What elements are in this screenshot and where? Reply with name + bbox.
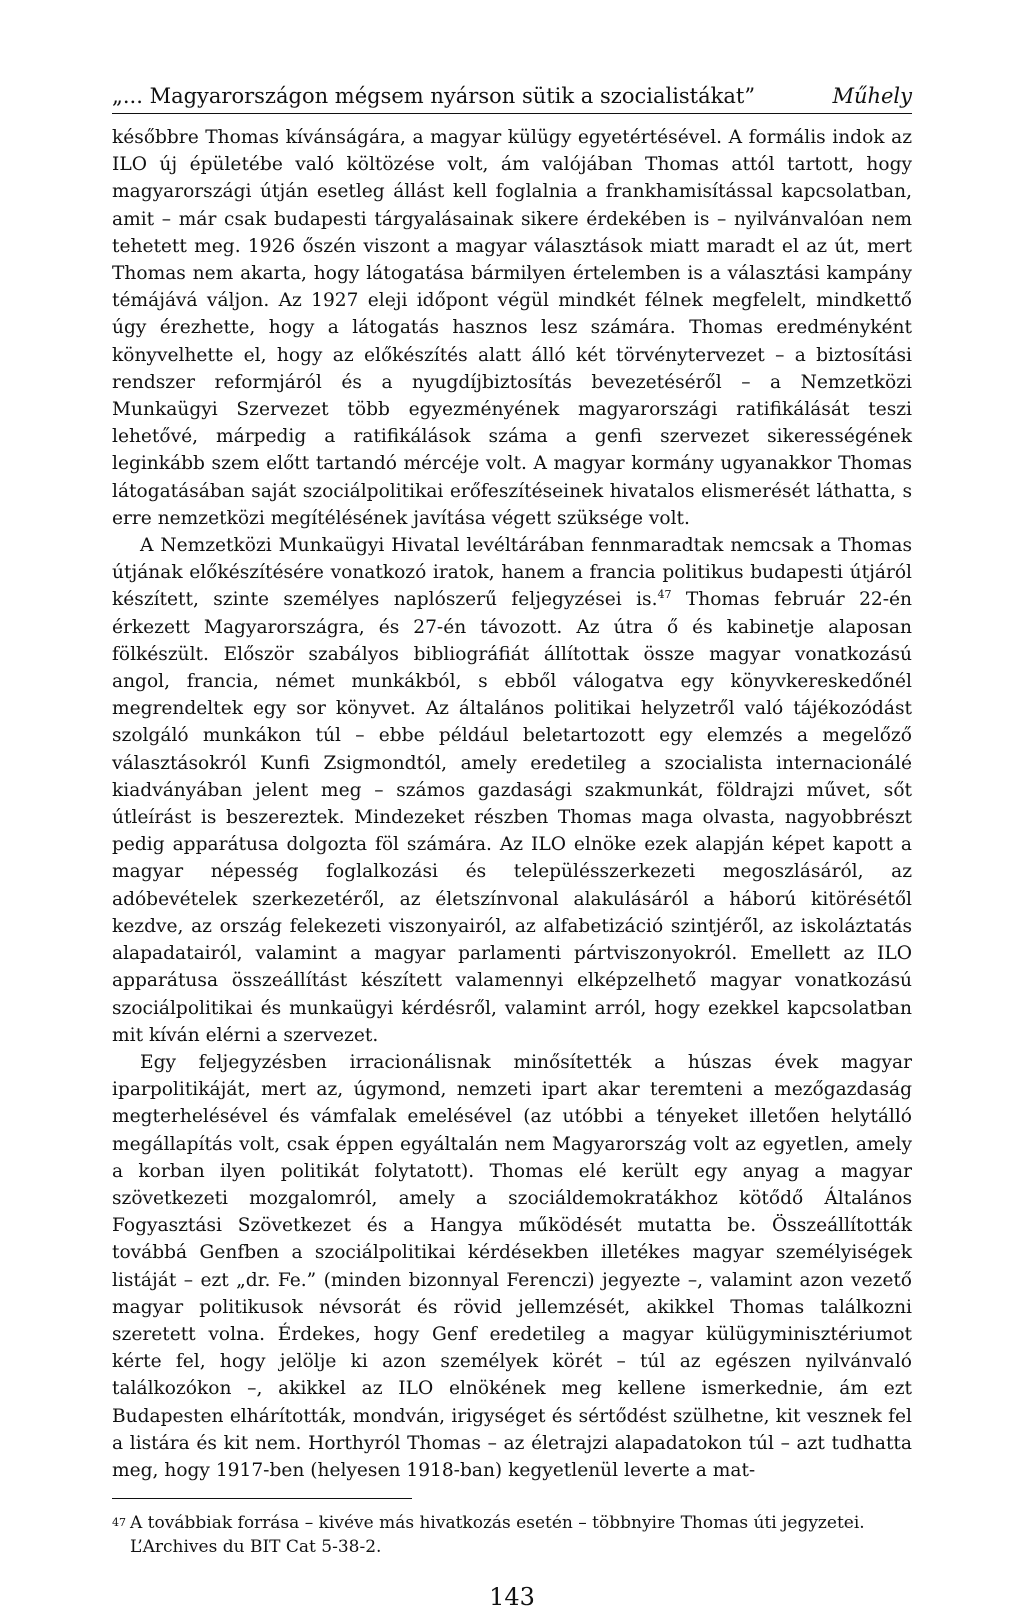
section-label: Műhely bbox=[832, 84, 912, 108]
footnote-reference: 47 bbox=[657, 588, 672, 602]
body-text bbox=[112, 124, 912, 1484]
paragraph-text: A Nemzetközi Munkaügyi Hivatal levéltárában fennmaradtak nemcsak a Thomas útjának előkészítésére vonatkozó iratok, hanem a francia politikus budapesti útjáról készített, szinte személyes naplószerű feljegyzései is. bbox=[112, 535, 912, 611]
footnote bbox=[112, 1511, 912, 1559]
page-number: 143 bbox=[489, 1583, 535, 1611]
page bbox=[112, 84, 912, 1611]
paragraph: Egy feljegyzésben irracionálisnak minősítették a húszas évek magyar iparpolitikáját, mert az, úgymond, nemzeti ipart akar teremteni a mezőgazdaság megterhelésével és vámfalak emelésével (az utóbbi a tényeket illetően helytálló megállapítás volt, csak éppen egyáltalán nem Magyarország volt az egyetlen, amely a korban ilyen politikát folytatott). Thomas elé került egy anyag a magyar szövetkezeti mozgalomról, amely a szociáldemokratákhoz kötődő Általános Fogyasztási Szövetkezet és a Hangya működését mutatta be. Összeállították továbbá Genfben a szociálpolitikai kérdésekben illetékes magyar személyiségek listáját – ezt „dr. Fe.” (minden bizonnyal Ferenczi) jegyezte –, valamint azon vezető magyar politikusok névsorát és rövid jellemzését, akikkel Thomas találkozni szeretett volna. Érdekes, hogy Genf eredetileg a magyar külügyminisztériumot kérte fel, hogy jelölje ki azon személyek körét – túl az egészen nyilvánvaló találkozókon –, akikkel az ILO elnökének meg kellene ismerkednie, ám ezt Budapesten elhárították, mondván, irigységet és sértődést szülhetne, kit vesznek fel a listára és kit nem. Horthyról Thomas – az életrajzi alapadatokon túl – azt tudhatta meg, hogy 1917-ben (helyesen 1918-ban) kegyetlenül leverte a mat- bbox=[112, 1051, 912, 1481]
paragraph-text: Thomas február 22-én érkezett Magyarországra, és 27-én távozott. Az útra ő és kabinetje alaposan fölkészült. Először szabályos bibliográfiát állítottak össze magyar vonatkozású angol, francia, német munkákból, s ebből válogatva egy könyvkereskedőnél megrendeltek egy sor könyvet. Az általános politikai helyzetről való tájékozódást szolgáló munkákon túl – ebbe például beletartozott egy elemzés a megelőző választásokról Kunfi Zsigmondtól, amely eredetileg a szocialista internacionálé kiadványában jelent meg – számos gazdasági szakmunkát, földrajzi művet, sőt útleírást is beszereztek. Mindezeket részben Thomas maga olvasta, nagyobbrészt pedig apparátusa dolgozta föl számára. Az ILO elnöke ezek alapján képet kapott a magyar népesség foglalkozási és településszerkezeti megoszlásáról, az adóbevételek szerkezetéről, az életszínvonal alakulásáról a háború kitörésétől kezdve, az ország felekezeti viszonyairól, az alfabetizáció szintjéről, az iskoláztatás alapadatairól, valamint a magyar parlamenti pártviszonyokról. Emellett az ILO apparátusa összeállítást készített valamennyi elképzelhető magyar vonatkozású szociálpolitikai és munkaügyi kérdésről, valamint arról, hogy ezekkel kapcsolatban mit kíván elérni a szervezet. bbox=[112, 589, 912, 1046]
paragraph bbox=[112, 532, 912, 1049]
footnote-divider bbox=[112, 1498, 412, 1499]
running-title: „... Magyarországon mégsem nyárson sütik a szocialistákat” bbox=[112, 84, 756, 108]
footnote-number: 47 bbox=[112, 1516, 126, 1530]
paragraph: későbbre Thomas kívánságára, a magyar külügy egyetértésével. A formális indok az ILO új épületébe való költözése volt, ám valójában Thomas attól tartott, hogy magyarországi útján esetleg állást kell foglalnia a frankhamisítással kapcsolatban, amit – már csak budapesti tárgyalásainak sikere érdekében is – nyilvánvalóan nem tehetett meg. 1926 őszén viszont a magyar választások miatt maradt el az út, mert Thomas nem akarta, hogy látogatása bármilyen értelemben is a választási kampány témájává váljon. Az 1927 eleji időpont végül mindkét félnek megfelelt, mindkettő úgy érezhette, hogy a látogatás hasznos lesz számára. Thomas eredményként könyvelhette el, hogy az előkészítés alatt álló két törvénytervezet – a biztosítási rendszer reformjáról és a nyugdíjbiztosítás bevezetéséről – a Nemzetközi Munkaügyi Szervezet több egyezményének magyarországi ratifikálását teszi lehetővé, márpedig a ratifikálások száma a genfi szervezet sikerességének leginkább szem előtt tartandó mércéje volt. A magyar kormány ugyanakkor Thomas látogatásában saját szociálpolitikai erőfeszítéseinek hivatalos elismerését láthatta, s erre nemzetközi megítélésének javítása végett szüksége volt. bbox=[112, 127, 912, 529]
running-header bbox=[112, 84, 912, 114]
footnote-text: A továbbiak forrása – kivéve más hivatkozás esetén – többnyire Thomas úti jegyzetei. L’Archives du BIT Cat 5-38-2. bbox=[130, 1513, 865, 1558]
